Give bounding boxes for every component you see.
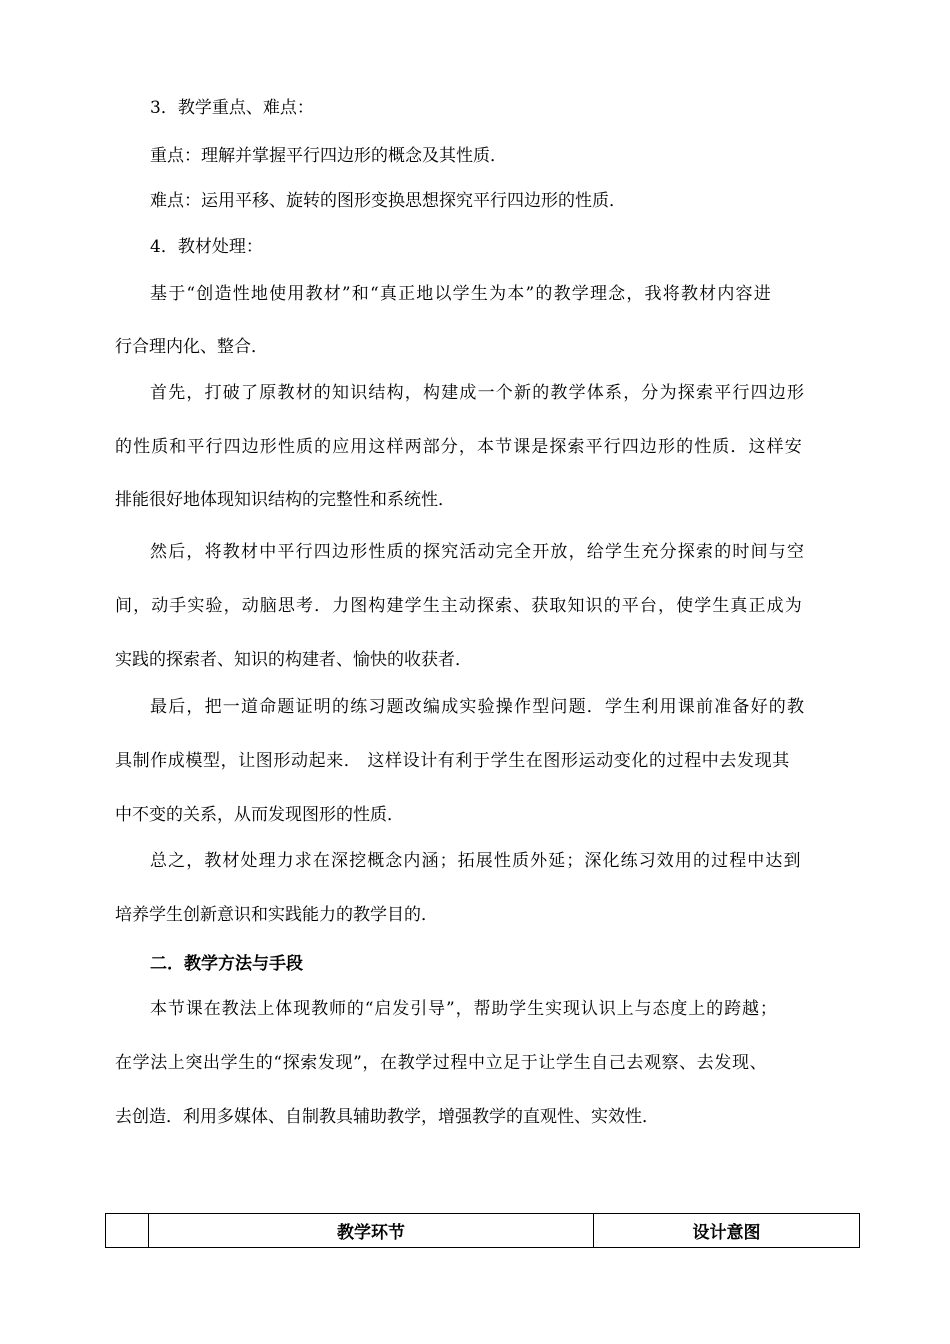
text-line: 4．教材处理： [150, 237, 263, 257]
lesson-table [105, 1213, 860, 1248]
table-header-empty [106, 1214, 149, 1248]
table-header-row [106, 1214, 860, 1248]
section-heading: 二．教学方法与手段 [150, 954, 303, 974]
text-line: 中不变的关系，从而发现图形的性质． [115, 805, 404, 825]
text-line: 去创造．利用多媒体、自制教具辅助教学，增强教学的直观性、实效性． [115, 1107, 659, 1127]
text-line: 实践的探索者、知识的构建者、愉快的收获者． [115, 650, 472, 670]
text-line: 然后，将教材中平行四边形性质的探究活动完全开放，给学生充分探索的时间与空 [150, 542, 806, 562]
text-line: 首先，打破了原教材的知识结构，构建成一个新的教学体系，分为探索平行四边形 [150, 383, 806, 403]
text-line: 具制作成模型，让图形动起来． 这样设计有利于学生在图形运动变化的过程中去发现其 [115, 751, 790, 771]
text-line: 排能很好地体现知识结构的完整性和系统性． [115, 490, 455, 510]
table-header-teaching-step: 教学环节 [149, 1214, 594, 1248]
text-line: 间，动手实验，动脑思考．力图构建学生主动探索、获取知识的平台，使学生真正成为 [115, 596, 803, 616]
text-line: 本节课在教法上体现教师的“启发引导”，帮助学生实现认识上与态度上的跨越； [150, 999, 778, 1019]
text-line: 3．教学重点、难点： [150, 98, 314, 118]
text-line: 总之，教材处理力求在深挖概念内涵；拓展性质外延；深化练习效用的过程中达到 [150, 851, 802, 871]
text-line: 在学法上突出学生的“探索发现”，在教学过程中立足于让学生自己去观察、去发现、 [115, 1053, 768, 1073]
text-line: 重点：理解并掌握平行四边形的概念及其性质． [150, 146, 507, 166]
text-line: 最后，把一道命题证明的练习题改编成实验操作型问题．学生利用课前准备好的教 [150, 697, 806, 717]
text-line: 难点：运用平移、旋转的图形变换思想探究平行四边形的性质． [150, 191, 626, 211]
table-header-design-intent: 设计意图 [594, 1214, 860, 1248]
text-line: 行合理内化、整合． [115, 337, 268, 357]
text-line: 基于“创造性地使用教材”和“真正地以学生为本”的教学理念，我将教材内容进 [150, 284, 772, 304]
text-line: 的性质和平行四边形性质的应用这样两部分，本节课是探索平行四边形的性质．这样安 [115, 437, 803, 457]
text-line: 培养学生创新意识和实践能力的教学目的． [115, 905, 438, 925]
